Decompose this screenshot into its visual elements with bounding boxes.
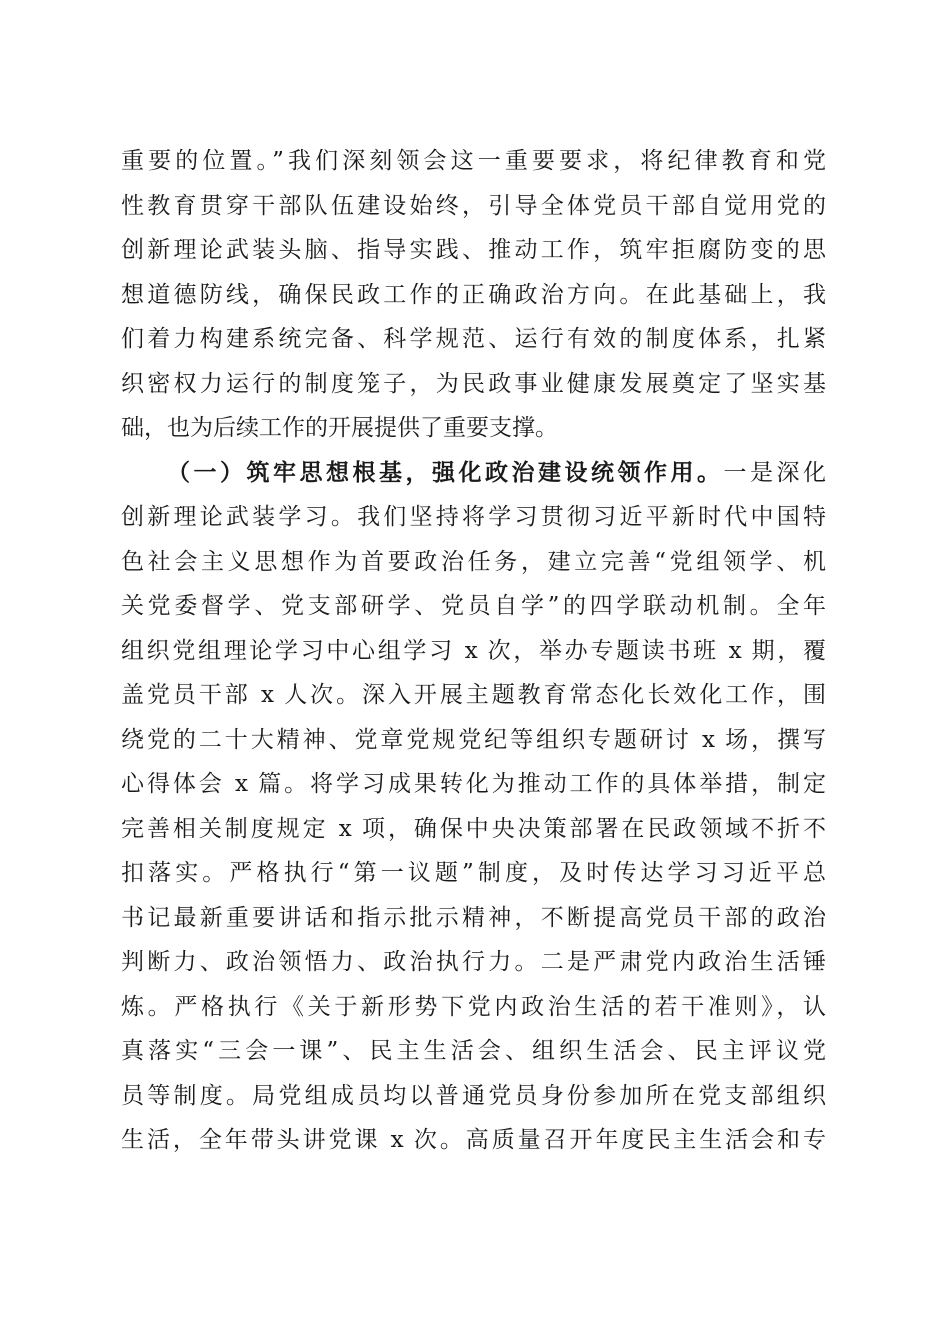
text-line (121, 451, 826, 496)
text-line: 心得体会 x 篇。将学习成果转化为推动工作的具体举措，制定 (121, 771, 826, 797)
text-line: 员等制度。局党组成员均以普通党员身份参加所在党支部组织 (121, 1082, 826, 1109)
section-heading: （一）筑牢思想根基，强化政治建设统领作用。 (167, 458, 724, 486)
text-line: 创新理论武装头脑、指导实践、推动工作，筑牢拒腐防变的思 (121, 237, 826, 263)
text-line: 炼。严格执行《关于新形势下党内政治生活的若干准则》，认 (121, 993, 826, 1020)
text-line: 创新理论武装学习。我们坚持将学习贯彻习近平新时代中国特 (121, 504, 826, 530)
paragraph-intro (121, 139, 826, 451)
text-line: 盖党员干部 x 人次。深入开展主题教育常态化长效化工作，围 (121, 682, 826, 708)
text-line: 生活，全年带头讲党课 x 次。高质量召开年度民主生活会和专 (121, 1127, 826, 1153)
text-line: 重要的位置。”我们深刻领会这一重要要求，将纪律教育和党 (121, 148, 826, 174)
text-line: 关党委督学、党支部研学、党员自学”的四学联动机制。全年 (121, 593, 826, 619)
text-span: 一是深化 (723, 459, 826, 486)
text-line: 想道德防线，确保民政工作的正确政治方向。在此基础上，我 (121, 281, 826, 308)
text-line: 扣落实。严格执行“第一议题”制度，及时传达学习习近平总 (121, 860, 826, 886)
text-line: 性教育贯穿干部队伍建设始终，引导全体党员干部自觉用党的 (121, 192, 826, 219)
text-line: 组织党组理论学习中心组学习 x 次，举办专题读书班 x 期，覆 (121, 637, 826, 664)
text-line: 色社会主义思想作为首要政治任务，建立完善“党组领学、机 (121, 548, 826, 575)
text-line: 础，也为后续工作的开展提供了重要支撑。 (121, 415, 558, 441)
text-line: 绕党的二十大精神、党章党规党纪等组织专题研讨 x 场，撰写 (121, 726, 826, 753)
text-line: 书记最新重要讲话和指示批示精神，不断提高党员干部的政治 (121, 904, 826, 931)
paragraph-section-one (121, 451, 826, 1163)
text-line: 们着力构建系统完备、科学规范、运行有效的制度体系，扎紧 (121, 326, 826, 352)
text-line: 织密权力运行的制度笼子，为民政事业健康发展奠定了坚实基 (121, 370, 826, 397)
text-line: 真落实“三会一课”、民主生活会、组织生活会、民主评议党 (121, 1038, 826, 1064)
text-line: 完善相关制度规定 x 项，确保中央决策部署在民政领域不折不 (121, 815, 826, 842)
body-text (121, 139, 826, 1163)
text-line: 判断力、政治领悟力、政治执行力。二是严肃党内政治生活锤 (121, 949, 826, 975)
